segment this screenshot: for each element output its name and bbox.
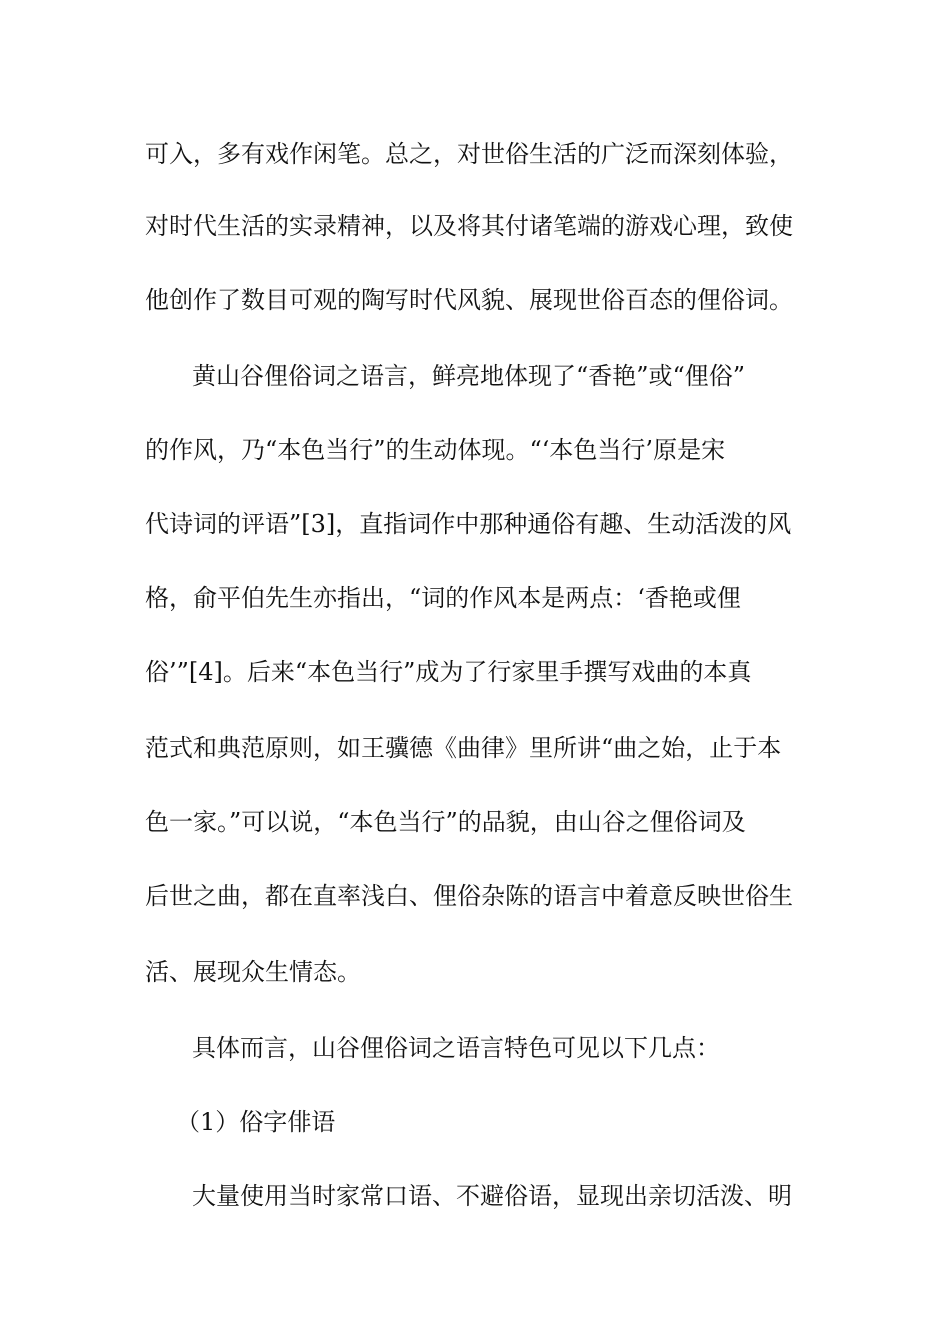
text-line: 色一家。”可以说，“本色当行”的品貌，由山谷之俚俗词及 <box>145 808 746 836</box>
text-line: 对时代生活的实录精神，以及将其付诸笔端的游戏心理，致使 <box>145 212 793 240</box>
section-heading: （1）俗字俳语 <box>176 1108 336 1136</box>
text-line: 活、展现众生情态。 <box>145 958 361 986</box>
text-line: 后世之曲，都在直率浅白、俚俗杂陈的语言中着意反映世俗生 <box>145 882 793 910</box>
text-line: 格，俞平伯先生亦指出，“词的作风本是两点：‘香艳或俚 <box>145 584 741 612</box>
text-line: 他创作了数目可观的陶写时代风貌、展现世俗百态的俚俗词。 <box>145 286 793 314</box>
text-line: 的作风，乃“本色当行”的生动体现。“‘本色当行’原是宋 <box>145 436 726 464</box>
text-line: 可入，多有戏作闲笔。总之，对世俗生活的广泛而深刻体验， <box>145 140 793 168</box>
paragraph-first-line: 大量使用当时家常口语、不避俗语，显现出亲切活泼、明 <box>192 1182 792 1210</box>
paragraph-first-line: 黄山谷俚俗词之语言，鲜亮地体现了“香艳”或“俚俗” <box>192 362 746 390</box>
text-line: 俗’”[4]。后来“本色当行”成为了行家里手撰写戏曲的本真 <box>145 658 752 686</box>
paragraph-first-line: 具体而言，山谷俚俗词之语言特色可见以下几点： <box>192 1034 720 1062</box>
text-line: 代诗词的评语”[3]，直指词作中那种通俗有趣、生动活泼的风 <box>145 510 792 538</box>
text-line: 范式和典范原则，如王骥德《曲律》里所讲“曲之始，止于本 <box>145 734 782 762</box>
